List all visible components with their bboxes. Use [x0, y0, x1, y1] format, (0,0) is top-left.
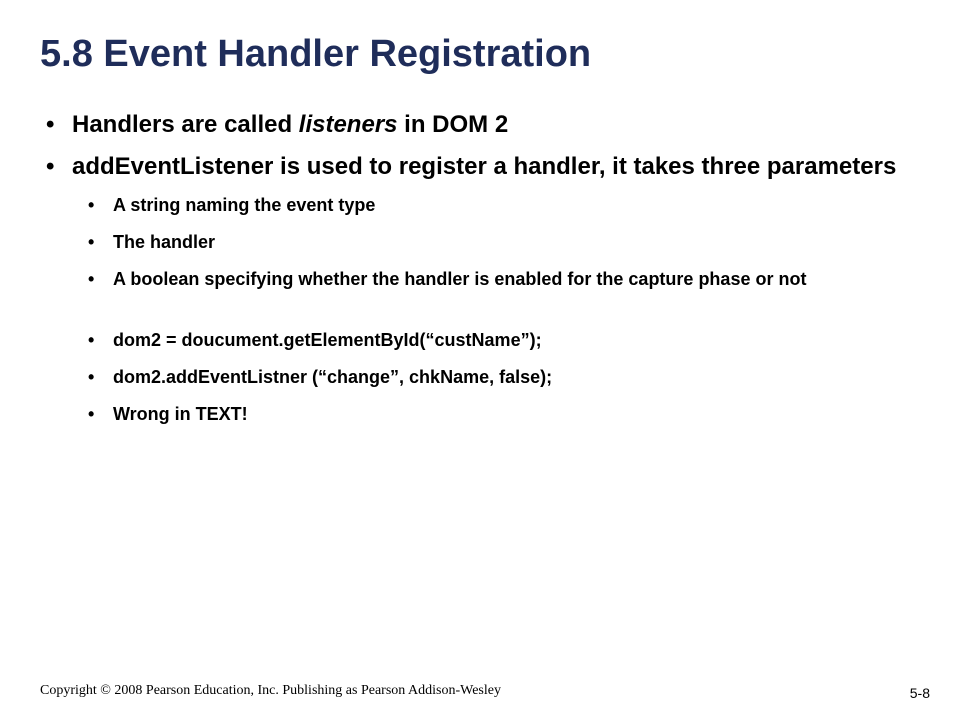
footer-copyright: Copyright © 2008 Pearson Education, Inc. Publishing as Pearson Addison-Wesley [40, 683, 501, 698]
slide-title: 5.8 Event Handler Registration [40, 33, 592, 75]
bullet-listeners-text-after: in DOM 2 [397, 111, 509, 138]
sub-bullet-group [46, 194, 926, 425]
bullet-addeventlistener-text: addEventListener is used to register a handler, it takes three parameters [72, 153, 897, 180]
bullet-listeners-emphasis: listeners [298, 111, 398, 138]
spacer [46, 305, 926, 329]
sub-bullet-list [46, 194, 926, 425]
bullet-list [46, 110, 926, 440]
bullet-addeventlistener [46, 152, 926, 181]
sub-bullet-code-addlistener: • dom2.addEventListner (“change”, chkName, false); [88, 366, 926, 388]
sub-bullet-boolean: • A boolean specifying whether the handler is enabled for the capture phase or not [88, 268, 926, 290]
sub-bullet-wrong-note: • Wrong in TEXT! [88, 403, 926, 425]
sub-bullet-event-type: • A string naming the event type [88, 194, 926, 216]
sub-bullet-handler: • The handler [88, 231, 926, 253]
sub-bullet-code-getelement: • dom2 = doucument.getElementById(“custName”); [88, 329, 926, 351]
bullet-listeners [46, 110, 926, 139]
footer-page-number: 5-8 [909, 685, 930, 701]
bullet-listeners-text-before: Handlers are called [72, 111, 299, 138]
